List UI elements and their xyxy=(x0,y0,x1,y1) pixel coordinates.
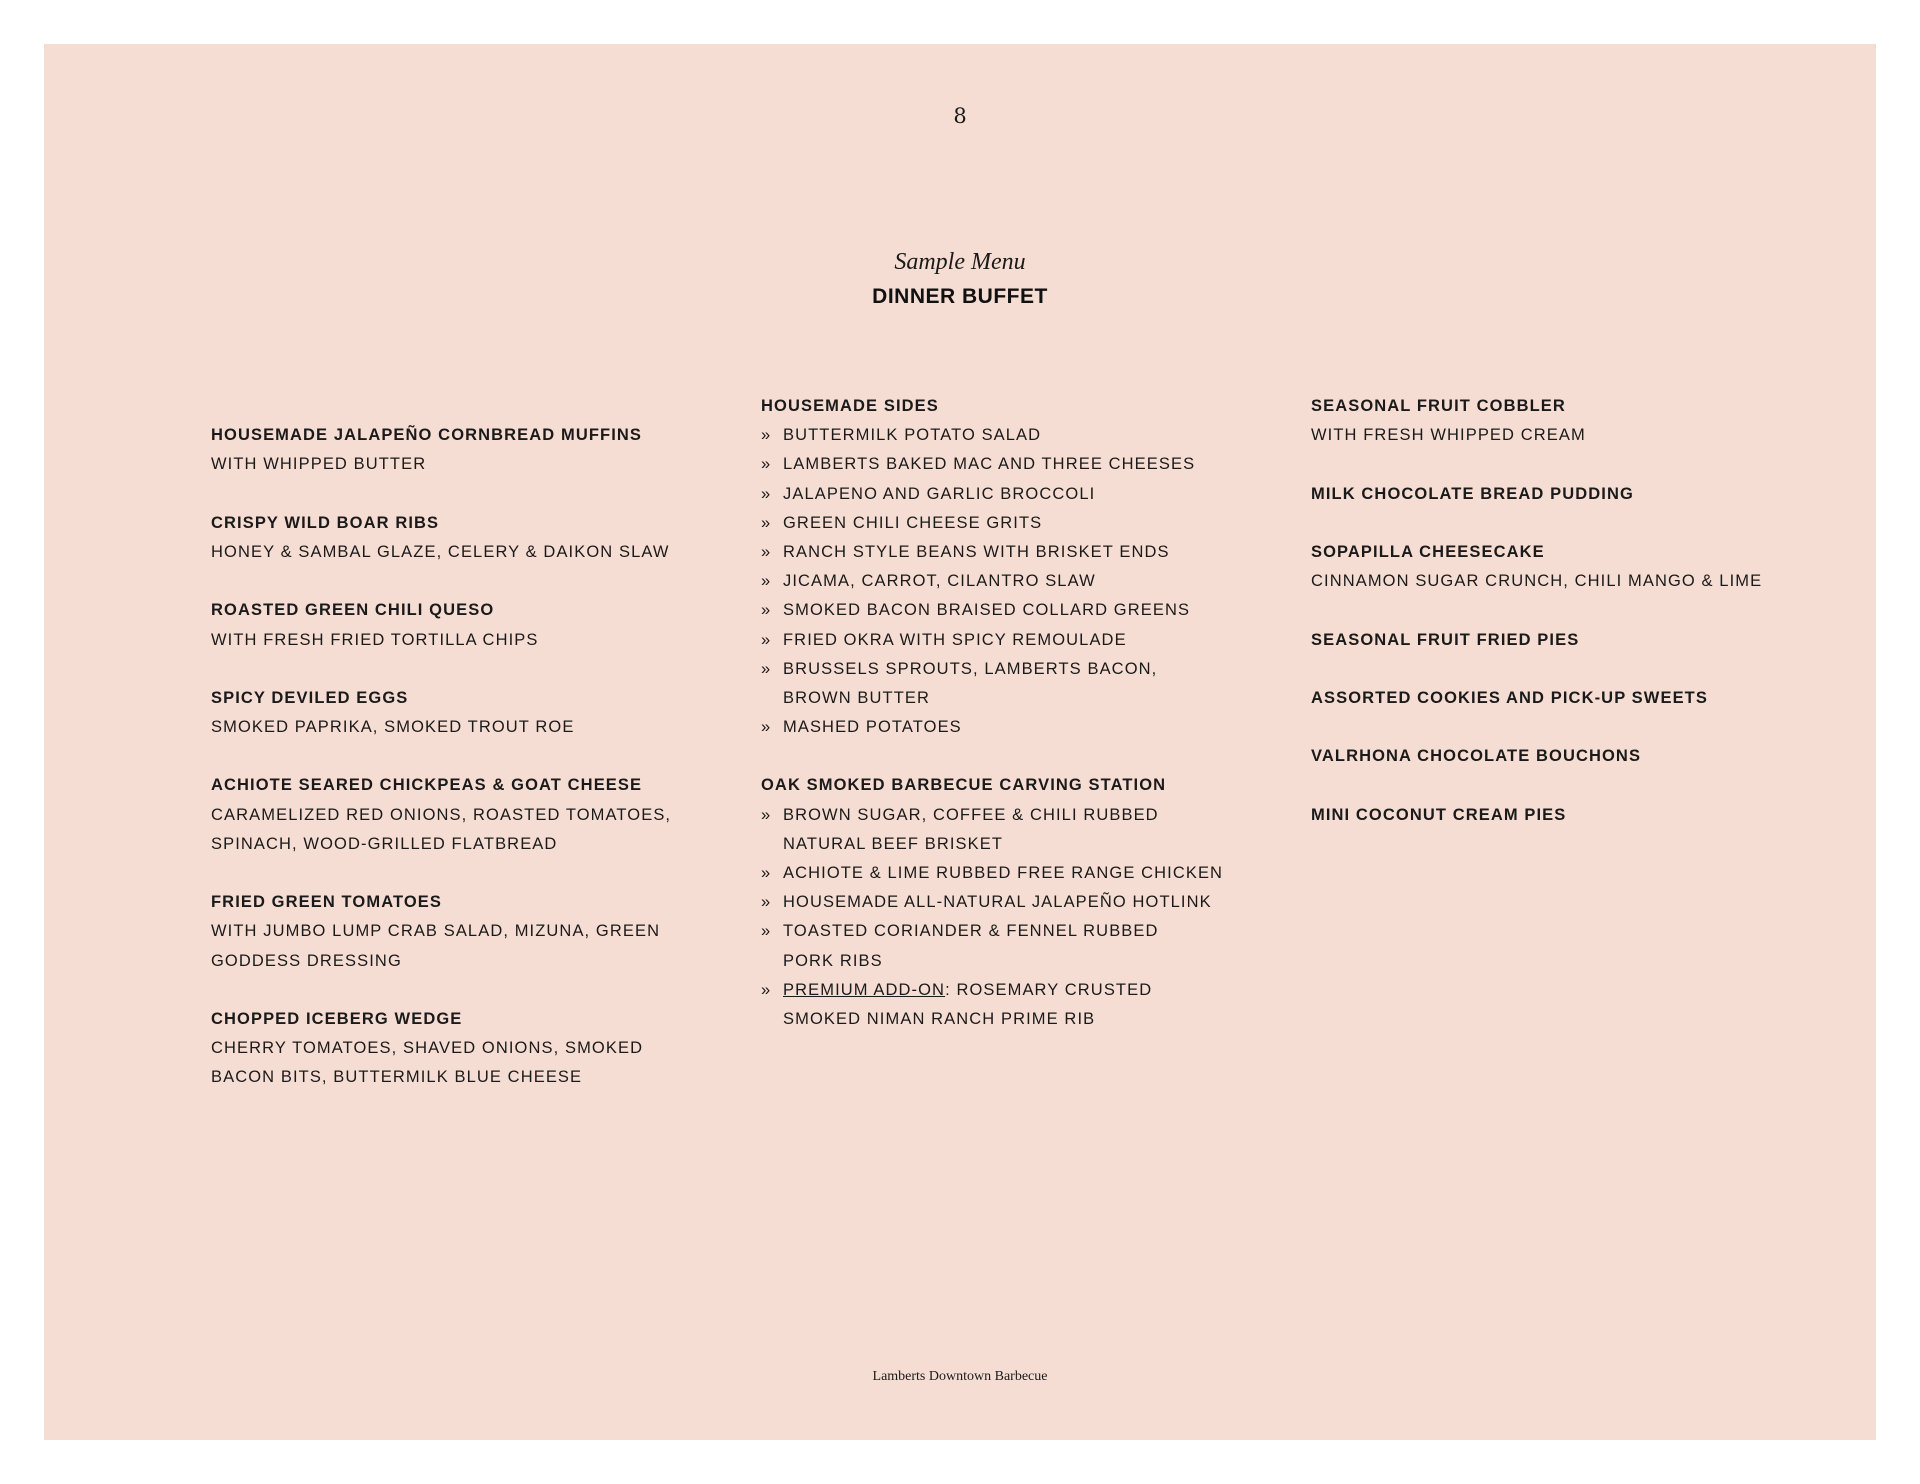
menu-item-desc: SMOKED PAPRIKA, SMOKED TROUT ROE xyxy=(211,718,575,737)
list-item: » SMOKED BACON BRAISED COLLARD GREENS xyxy=(761,596,1261,625)
bullet-icon: » xyxy=(761,426,772,445)
bullet-icon: » xyxy=(761,893,772,912)
menu-item-desc: CINNAMON SUGAR CRUNCH, CHILI MANGO & LIME xyxy=(1311,572,1763,591)
list-item: » BROWN SUGAR, COFFEE & CHILI RUBBED xyxy=(761,801,1261,830)
list-item: » BRUSSELS SPROUTS, LAMBERTS BACON, xyxy=(761,655,1261,684)
bullet-icon: » xyxy=(761,922,772,941)
menu-item-name: SOPAPILLA CHEESECAKE xyxy=(1311,542,1545,561)
list-item: » GREEN CHILI CHEESE GRITS xyxy=(761,509,1261,538)
premium-add-on-label: PREMIUM ADD-ON xyxy=(783,980,946,999)
section-title-carving: OAK SMOKED BARBECUE CARVING STATION xyxy=(761,776,1167,795)
list-item: » HOUSEMADE ALL-NATURAL JALAPEÑO HOTLINK xyxy=(761,888,1261,917)
menu-item-desc: BACON BITS, BUTTERMILK BLUE CHEESE xyxy=(211,1068,583,1087)
list-item: » LAMBERTS BAKED MAC AND THREE CHEESES xyxy=(761,450,1261,479)
menu-item-name: MINI COCONUT CREAM PIES xyxy=(1311,805,1567,824)
bullet-icon: » xyxy=(761,805,772,824)
bullet-icon: » xyxy=(761,718,772,737)
menu-item-name: ASSORTED COOKIES AND PICK-UP SWEETS xyxy=(1311,688,1708,707)
bullet-icon: » xyxy=(761,572,772,591)
menu-item-desc: WITH FRESH WHIPPED CREAM xyxy=(1311,426,1586,445)
menu-item-name: SPICY DEVILED EGGS xyxy=(211,688,409,707)
menu-item-name: MILK CHOCOLATE BREAD PUDDING xyxy=(1311,484,1634,503)
premium-add-on-item: » PREMIUM ADD-ON: ROSEMARY CRUSTED xyxy=(761,976,1261,1005)
list-item-continued: PORK RIBS xyxy=(783,951,883,970)
bullet-icon: » xyxy=(761,484,772,503)
list-item-continued: BROWN BUTTER xyxy=(783,688,931,707)
menu-item-desc: GODDESS DRESSING xyxy=(211,951,402,970)
menu-label: Sample Menu xyxy=(894,249,1026,275)
menu-item-name: VALRHONA CHOCOLATE BOUCHONS xyxy=(1311,747,1642,766)
menu-item-desc: CHERRY TOMATOES, SHAVED ONIONS, SMOKED xyxy=(211,1039,644,1058)
bullet-icon: » xyxy=(761,455,772,474)
footer-restaurant-name: Lamberts Downtown Barbecue xyxy=(872,1369,1048,1384)
menu-item-name: ACHIOTE SEARED CHICKPEAS & GOAT CHEESE xyxy=(211,776,643,795)
menu-item-desc: WITH FRESH FRIED TORTILLA CHIPS xyxy=(211,630,539,649)
menu-item-desc: WITH WHIPPED BUTTER xyxy=(211,455,427,474)
desserts-column xyxy=(1311,392,1831,830)
menu-item-desc: HONEY & SAMBAL GLAZE, CELERY & DAIKON SLAW xyxy=(211,542,670,561)
menu-item-name: ROASTED GREEN CHILI QUESO xyxy=(211,601,495,620)
list-item: » TOASTED CORIANDER & FENNEL RUBBED xyxy=(761,917,1261,946)
bullet-icon: » xyxy=(761,864,772,882)
list-item-continued: SMOKED NIMAN RANCH PRIME RIB xyxy=(783,1009,1096,1028)
list-item-continued: NATURAL BEEF BRISKET xyxy=(783,834,1004,853)
menu-item-name: FRIED GREEN TOMATOES xyxy=(211,893,443,912)
bullet-icon: » xyxy=(761,630,772,649)
bullet-icon: » xyxy=(761,659,772,678)
list-item: » ACHIOTE & LIME RUBBED FREE RANGE CHICKEN xyxy=(761,859,1261,888)
menu-page xyxy=(44,44,1876,1440)
menu-item-name: CRISPY WILD BOAR RIBS xyxy=(211,513,440,532)
list-item: » RANCH STYLE BEANS WITH BRISKET ENDS xyxy=(761,538,1261,567)
list-item: » JALAPENO AND GARLIC BROCCOLI xyxy=(761,480,1261,509)
menu-item-name: SEASONAL FRUIT COBBLER xyxy=(1311,397,1566,415)
menu-item-desc: CARAMELIZED RED ONIONS, ROASTED TOMATOES, xyxy=(211,805,672,824)
bullet-icon: » xyxy=(761,601,772,620)
list-item: » MASHED POTATOES xyxy=(761,713,1261,742)
list-item: » FRIED OKRA WITH SPICY REMOULADE xyxy=(761,626,1261,655)
menu-item-desc: SPINACH, WOOD-GRILLED FLATBREAD xyxy=(211,834,558,853)
sides-carving-column xyxy=(761,392,1261,1034)
menu-item-name: CHOPPED ICEBERG WEDGE xyxy=(211,1009,463,1028)
menu-item-name: HOUSEMADE JALAPEÑO CORNBREAD MUFFINS xyxy=(211,426,643,445)
menu-item-name: SEASONAL FRUIT FRIED PIES xyxy=(1311,630,1580,649)
bullet-icon: » xyxy=(761,542,772,561)
bullet-icon: » xyxy=(761,980,772,999)
list-item: » BUTTERMILK POTATO SALAD xyxy=(761,421,1261,450)
list-item: » JICAMA, CARROT, CILANTRO SLAW xyxy=(761,567,1261,596)
menu-title: DINNER BUFFET xyxy=(872,285,1048,308)
section-title-sides: HOUSEMADE SIDES xyxy=(761,397,939,415)
bullet-icon: » xyxy=(761,513,772,532)
appetizers-column xyxy=(211,392,711,1093)
page-number: 8 xyxy=(953,104,967,128)
menu-item-desc: WITH JUMBO LUMP CRAB SALAD, MIZUNA, GREEN xyxy=(211,922,661,941)
